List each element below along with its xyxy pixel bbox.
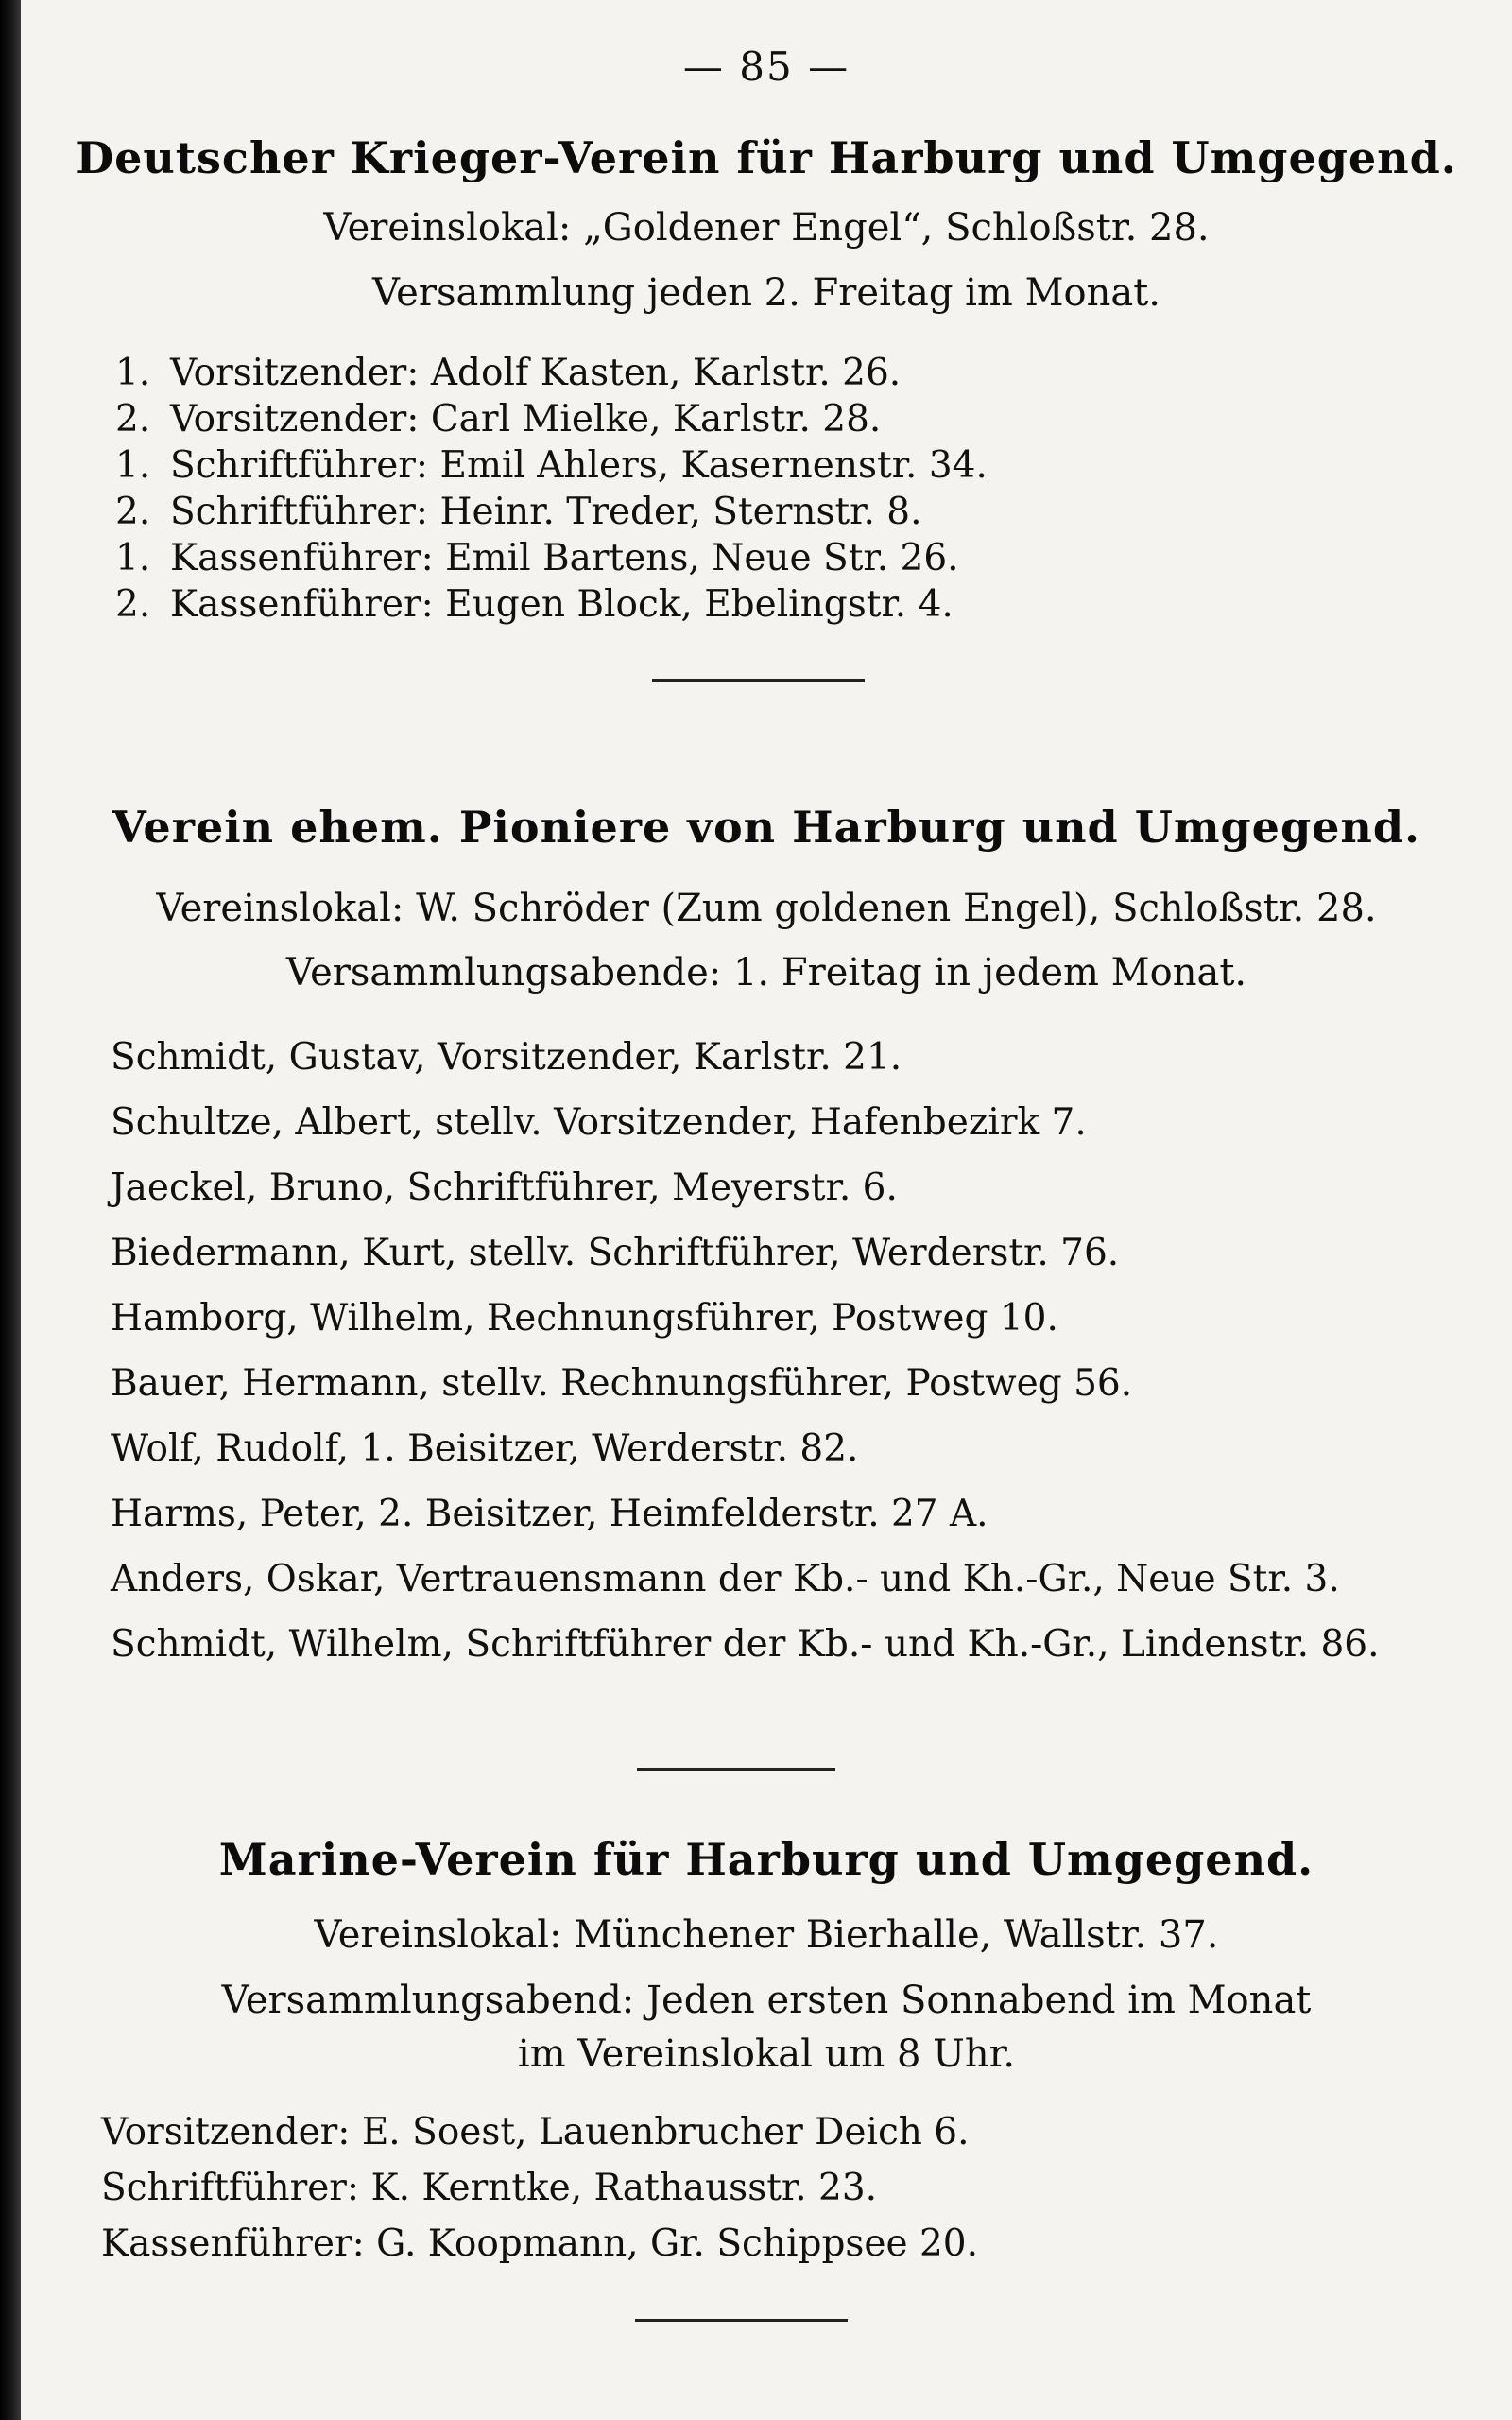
- section-info-line: Vereinslokal: W. Schröder (Zum goldenen Engel), Schloßstr. 28.: [156, 887, 1377, 930]
- document-page: [21, 0, 1512, 2420]
- page-number: — 85 —: [682, 43, 850, 90]
- list-item: Hamborg, Wilhelm, Rechnungsführer, Postweg 10.: [111, 1297, 1058, 1340]
- entry-number: 1.: [115, 537, 151, 579]
- section-info-line: Versammlung jeden 2. Freitag im Monat.: [371, 271, 1161, 315]
- entry-number: 1.: [115, 352, 151, 394]
- book-spine-shadow: [0, 0, 21, 2420]
- section-info-line: Versammlungsabende: 1. Freitag in jedem Monat.: [285, 951, 1247, 994]
- section-info-line: Vereinslokal: Münchener Bierhalle, Wallstr. 37.: [314, 1913, 1219, 1957]
- list-item: Biedermann, Kurt, stellv. Schriftführer, Werderstr. 76.: [111, 1232, 1120, 1274]
- entry-text: Kassenführer: Eugen Block, Ebelingstr. 4.: [170, 583, 954, 626]
- list-item: Jaeckel, Bruno, Schriftführer, Meyerstr. 6.: [111, 1167, 898, 1209]
- list-item: [115, 398, 881, 441]
- list-item: Bauer, Hermann, stellv. Rechnungsführer, Postweg 56.: [111, 1362, 1133, 1405]
- section-title: Marine-Verein für Harburg und Umgegend.: [218, 1834, 1314, 1885]
- list-item: Schmidt, Wilhelm, Schriftführer der Kb.- und Kh.-Gr., Lindenstr. 86.: [111, 1623, 1380, 1666]
- section-title: Deutscher Krieger-Verein für Harburg und Umgegend.: [76, 132, 1457, 183]
- section-info-line: Versammlungsabend: Jeden ersten Sonnabend im Monat: [221, 1979, 1312, 2022]
- list-item: [115, 352, 901, 394]
- entry-text: Vorsitzender: Adolf Kasten, Karlstr. 26.: [170, 352, 902, 394]
- entry-text: Vorsitzender: Carl Mielke, Karlstr. 28.: [170, 398, 882, 441]
- entry-number: 2.: [115, 491, 151, 533]
- list-item: Anders, Oskar, Vertrauensmann der Kb.- und Kh.-Gr., Neue Str. 3.: [111, 1558, 1340, 1600]
- list-item: [115, 491, 922, 533]
- list-item: Wolf, Rudolf, 1. Beisitzer, Werderstr. 82.: [111, 1427, 859, 1470]
- section-info-line: im Vereinslokal um 8 Uhr.: [517, 2032, 1016, 2076]
- entry-text: Schriftführer: Heinr. Treder, Sternstr. 8.: [170, 491, 922, 533]
- list-item: Schriftführer: K. Kerntke, Rathausstr. 23.: [101, 2167, 878, 2209]
- entry-number: 1.: [115, 444, 151, 487]
- list-item: [115, 444, 988, 487]
- list-item: [115, 537, 959, 579]
- section-divider: [637, 1768, 835, 1771]
- entry-number: 2.: [115, 583, 151, 626]
- list-item: Schultze, Albert, stellv. Vorsitzender, Hafenbezirk 7.: [111, 1101, 1087, 1144]
- list-item: Vorsitzender: E. Soest, Lauenbrucher Deich 6.: [101, 2111, 970, 2153]
- section-divider: [652, 679, 865, 682]
- section-title: Verein ehem. Pioniere von Harburg und Umgegend.: [112, 802, 1421, 853]
- section-divider: [635, 2319, 848, 2322]
- entry-text: Schriftführer: Emil Ahlers, Kasernenstr. 34.: [170, 444, 988, 487]
- list-item: Kassenführer: G. Koopmann, Gr. Schippsee 20.: [101, 2222, 979, 2265]
- list-item: Harms, Peter, 2. Beisitzer, Heimfelderstr. 27 A.: [111, 1493, 988, 1535]
- entry-text: Kassenführer: Emil Bartens, Neue Str. 26.: [170, 537, 959, 579]
- list-item: [115, 583, 954, 626]
- section-info-line: Vereinslokal: „Goldener Engel“, Schloßstr. 28.: [323, 206, 1210, 250]
- list-item: Schmidt, Gustav, Vorsitzender, Karlstr. 21.: [111, 1036, 902, 1079]
- entry-number: 2.: [115, 398, 151, 441]
